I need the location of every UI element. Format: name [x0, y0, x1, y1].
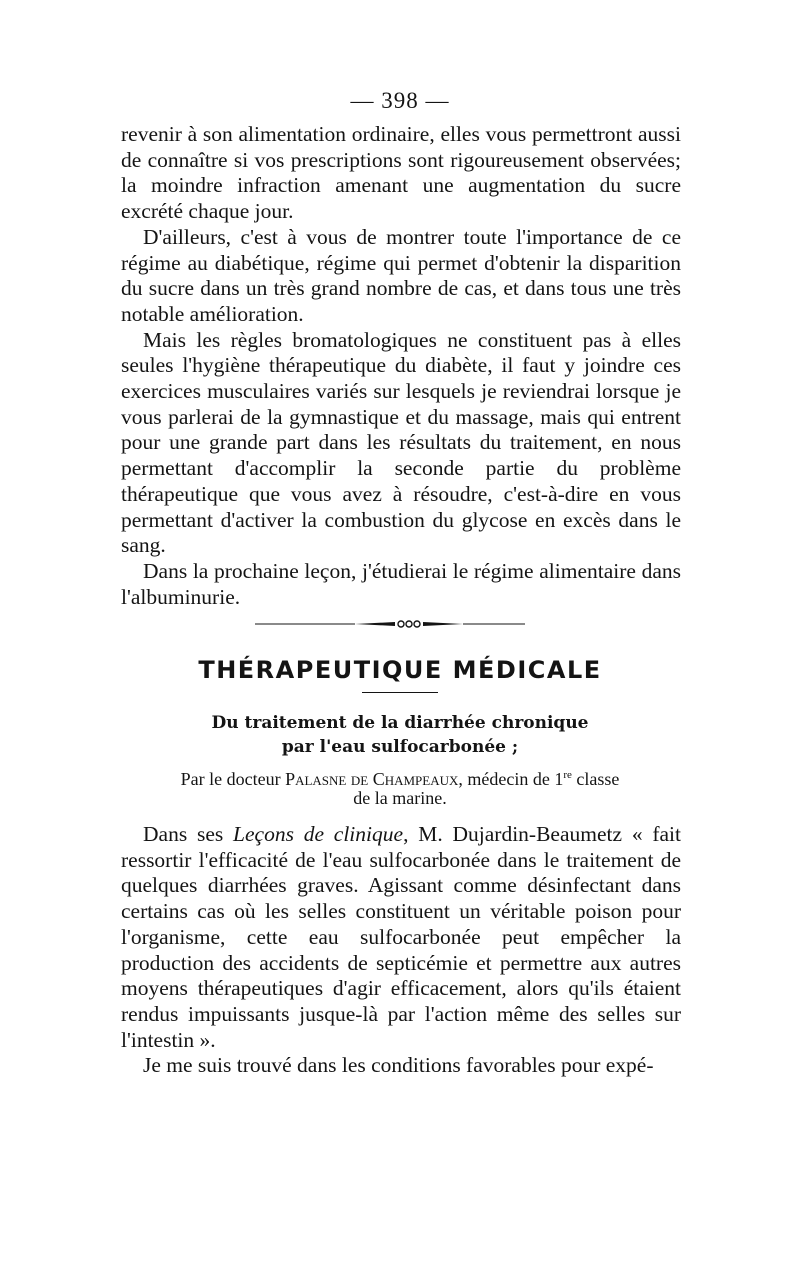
article-title-line-2: par l'eau sulfocarbonée ; — [281, 737, 519, 757]
paragraph-rest: , M. Dujardin-Beaumetz « fait ressortir l'efficacité de l'eau sulfocarbonée dans le traitement de quelques diarrhées graves. Agissant comme désinfectant dans certains cas où les selles constituent un véritable poison pour l'organisme, cette eau sulfocarbonée peut empêcher la production des accidents de septicémie et permettre aux autres moyens thérapeutiques d'agir efficacement, alors qu'ils étaient rendus impuissants jusque-là par l'action même des selles sur l'intestin ». — [121, 822, 681, 1052]
author-suffix: , médecin de 1 — [458, 769, 564, 789]
text-block-lower — [121, 822, 681, 1079]
paragraph-start: Dans ses — [143, 822, 234, 846]
text-block-upper — [121, 122, 681, 610]
paragraph — [121, 822, 681, 1053]
author-superscript: re — [563, 769, 572, 781]
author-line-2: de la marine. — [353, 788, 447, 808]
paragraph: Je me suis trouvé dans les conditions favorables pour expé- — [143, 1053, 654, 1078]
section-heading: THÉRAPEUTIQUE MÉDICALE — [198, 656, 602, 684]
author-suffix-2: classe — [571, 769, 620, 789]
article-title-line-1: Du traitement de la diarrhée chronique — [211, 713, 589, 733]
page-number: — 398 — — [350, 88, 450, 113]
book-title: Leçons de clinique — [233, 822, 404, 846]
paragraph: D'ailleurs, c'est à vous de montrer toute l'importance de ce régime au diabétique, régime qui permet d'obtenir la disparition du sucre dans un très grand nombre de cas, et dans tous une très notable amélioration. — [121, 224, 681, 326]
heading-underline — [362, 692, 438, 693]
ornamental-divider — [255, 617, 525, 631]
paragraph: revenir à son alimentation ordinaire, elles vous permettront aussi de connaître si vos prescriptions sont rigoureusement observées; la moindre infraction amenant une augmentation du sucre excrété chaque jour. — [121, 122, 681, 224]
paragraph: Dans la prochaine leçon, j'étudierai le régime alimentaire dans l'albuminurie. — [121, 558, 681, 609]
author-name: Palasne de Champeaux — [285, 769, 459, 789]
paragraph: Mais les règles bromatologiques ne constituent pas à elles seules l'hygiène thérapeutique du diabète, il faut y joindre ces exercices musculaires variés sur lesquels je reviendrai lorsque je vous parlerai de la gymnastique et du massage, mais qui entrent pour une grande part dans les résultats du traitement, en nous permettant d'accomplir la seconde partie du problème thérapeutique que vous avez à résoudre, c'est-à-dire en vous permettant d'activer la combustion du glycose en excès dans le sang. — [121, 327, 681, 558]
author-prefix: Par le docteur — [180, 769, 286, 789]
